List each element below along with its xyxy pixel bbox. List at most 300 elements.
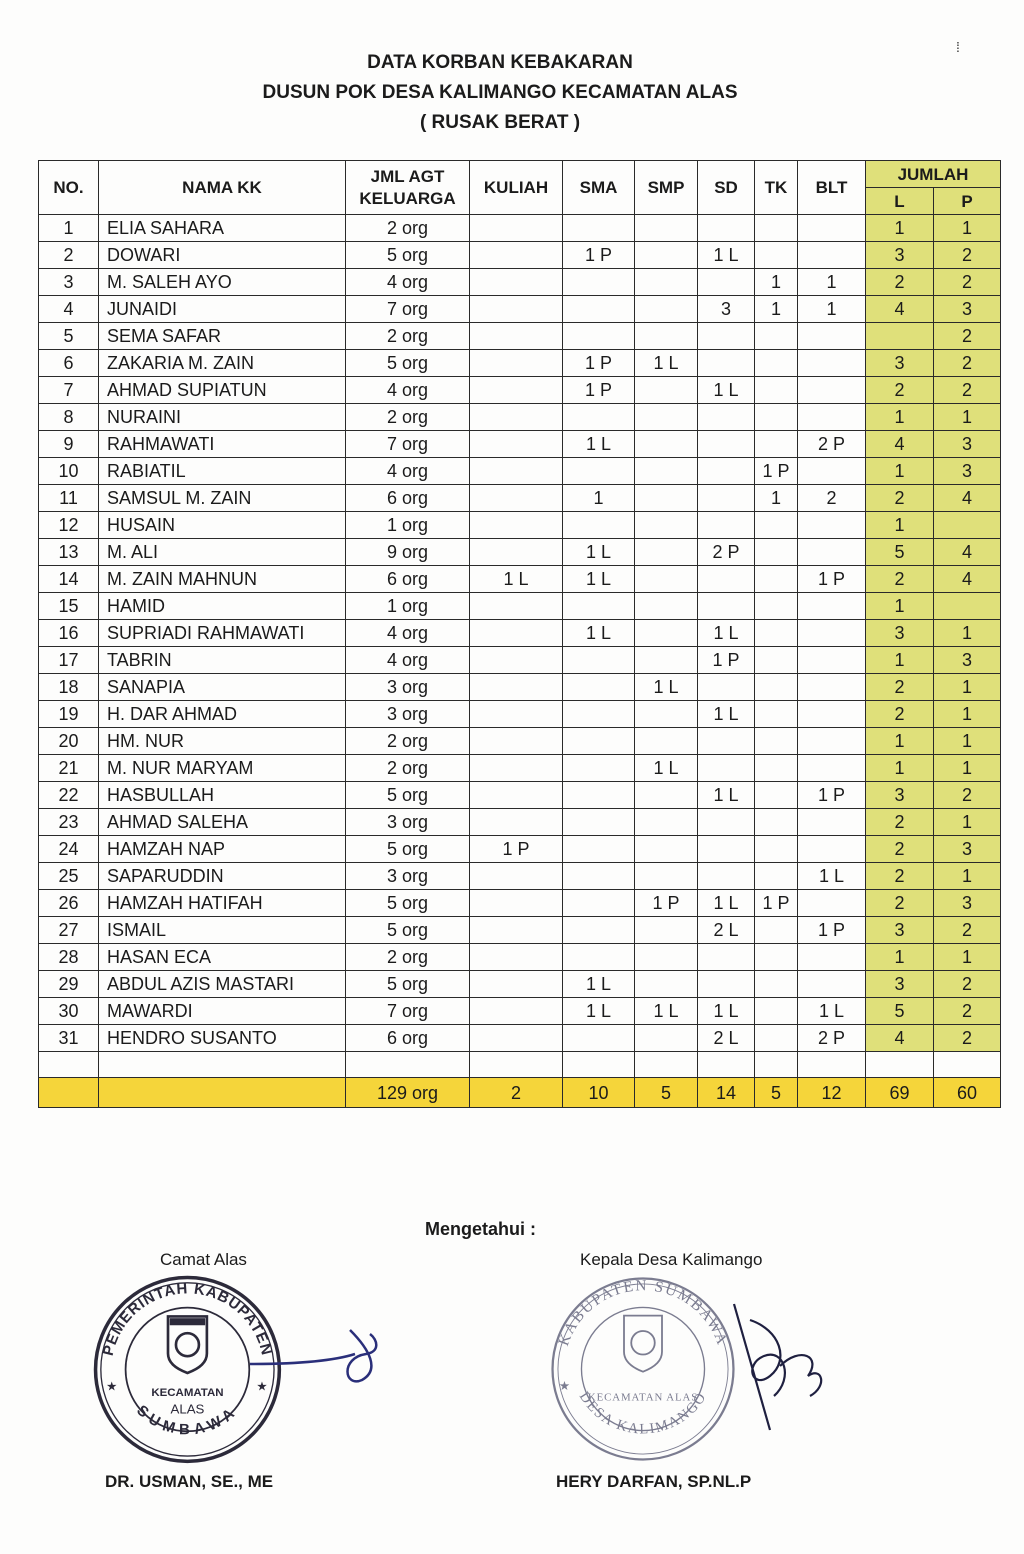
cell-nama: HAMID: [99, 593, 346, 620]
cell-tk: [755, 377, 798, 404]
cell-jml: 2 org: [346, 755, 470, 782]
cell-kuliah: [470, 512, 563, 539]
cell-smp: [635, 458, 698, 485]
cell-smp: [635, 323, 698, 350]
cell-kuliah: [470, 485, 563, 512]
cell-jml: 5 org: [346, 890, 470, 917]
cell-smp: [635, 539, 698, 566]
cell-no: 22: [39, 782, 99, 809]
kepala-desa-signature: [730, 1300, 830, 1440]
cell-nama: SUPRIADI RAHMAWATI: [99, 620, 346, 647]
cell-sd: [698, 809, 755, 836]
cell-smp: [635, 296, 698, 323]
cell-sd: [698, 350, 755, 377]
cell-blt: [798, 890, 866, 917]
camat-title: Camat Alas: [160, 1250, 247, 1269]
cell-tk: [755, 674, 798, 701]
header-l: L: [866, 188, 934, 215]
cell-p: 1: [934, 944, 1001, 971]
cell-nama: M. ALI: [99, 539, 346, 566]
cell-smp: [635, 566, 698, 593]
cell-tk: [755, 350, 798, 377]
empty-cell: [698, 1052, 755, 1078]
total-smp: 5: [635, 1078, 698, 1108]
empty-cell: [934, 1052, 1001, 1078]
cell-kuliah: [470, 863, 563, 890]
header-jml-line2: KELUARGA: [359, 188, 456, 208]
cell-sd: 1 L: [698, 620, 755, 647]
cell-smp: [635, 1025, 698, 1052]
cell-l: 3: [866, 782, 934, 809]
total-sd: 14: [698, 1078, 755, 1108]
cell-smp: 1 L: [635, 350, 698, 377]
empty-cell: [99, 1052, 346, 1078]
cell-jml: 4 org: [346, 377, 470, 404]
cell-sma: [563, 701, 635, 728]
cell-sd: [698, 512, 755, 539]
cell-sma: 1: [563, 485, 635, 512]
cell-jml: 4 org: [346, 620, 470, 647]
cell-smp: [635, 782, 698, 809]
table-row: [39, 728, 1001, 755]
cell-blt: [798, 458, 866, 485]
cell-sma: 1 L: [563, 620, 635, 647]
cell-kuliah: 1 P: [470, 836, 563, 863]
cell-blt: [798, 404, 866, 431]
cell-smp: [635, 863, 698, 890]
cell-jml: 5 org: [346, 782, 470, 809]
cell-jml: 7 org: [346, 431, 470, 458]
table-row: [39, 458, 1001, 485]
header-row: [39, 161, 1001, 188]
header-tk: TK: [755, 161, 798, 215]
empty-cell: [798, 1052, 866, 1078]
cell-nama: SEMA SAFAR: [99, 323, 346, 350]
cell-jml: 7 org: [346, 296, 470, 323]
cell-blt: [798, 215, 866, 242]
cell-no: 16: [39, 620, 99, 647]
table-row: [39, 269, 1001, 296]
cell-p: 3: [934, 296, 1001, 323]
cell-no: 20: [39, 728, 99, 755]
cell-blt: [798, 944, 866, 971]
cell-p: 1: [934, 620, 1001, 647]
cell-nama: ISMAIL: [99, 917, 346, 944]
cell-sd: 1 L: [698, 242, 755, 269]
cell-blt: [798, 755, 866, 782]
cell-p: 1: [934, 404, 1001, 431]
cell-jml: 1 org: [346, 512, 470, 539]
table-row: [39, 593, 1001, 620]
cell-nama: SAMSUL M. ZAIN: [99, 485, 346, 512]
cell-sd: 3: [698, 296, 755, 323]
cell-l: 2: [866, 836, 934, 863]
header-jumlah: JUMLAH: [866, 161, 1001, 188]
cell-sma: 1 L: [563, 998, 635, 1025]
cell-nama: AHMAD SALEHA: [99, 809, 346, 836]
kepala-desa-name: HERY DARFAN, SP.NL.P: [556, 1472, 752, 1491]
cell-no: 24: [39, 836, 99, 863]
header-no: NO.: [39, 161, 99, 215]
cell-no: 21: [39, 755, 99, 782]
cell-sma: [563, 323, 635, 350]
cell-no: 28: [39, 944, 99, 971]
cell-l: 5: [866, 998, 934, 1025]
cell-smp: [635, 647, 698, 674]
cell-blt: [798, 377, 866, 404]
cell-tk: [755, 755, 798, 782]
cell-jml: 3 org: [346, 809, 470, 836]
cell-sma: [563, 404, 635, 431]
cell-sd: [698, 728, 755, 755]
cell-l: 5: [866, 539, 934, 566]
cell-no: 14: [39, 566, 99, 593]
stamp-right-arc-top: KABUPATEN SUMBAWA: [555, 1277, 731, 1349]
cell-nama: HENDRO SUSANTO: [99, 1025, 346, 1052]
cell-no: 12: [39, 512, 99, 539]
cell-jml: 2 org: [346, 944, 470, 971]
cell-l: 2: [866, 269, 934, 296]
cell-sma: 1 L: [563, 431, 635, 458]
cell-p: 3: [934, 890, 1001, 917]
cell-no: 10: [39, 458, 99, 485]
cell-sma: 1 L: [563, 971, 635, 998]
cell-kuliah: [470, 917, 563, 944]
table-row: [39, 539, 1001, 566]
stamp-left-arc-top: PEMERINTAH KABUPATEN: [99, 1280, 276, 1358]
cell-l: 3: [866, 242, 934, 269]
cell-blt: [798, 242, 866, 269]
cell-no: 4: [39, 296, 99, 323]
cell-sma: [563, 296, 635, 323]
cell-p: 2: [934, 323, 1001, 350]
cell-smp: [635, 269, 698, 296]
victims-table: [38, 160, 1001, 1108]
cell-no: 26: [39, 890, 99, 917]
cell-blt: 1 P: [798, 566, 866, 593]
cell-jml: 9 org: [346, 539, 470, 566]
cell-kuliah: [470, 782, 563, 809]
cell-l: 2: [866, 890, 934, 917]
total-p: 60: [934, 1078, 1001, 1108]
cell-tk: [755, 323, 798, 350]
cell-sma: 1 L: [563, 539, 635, 566]
cell-tk: 1: [755, 485, 798, 512]
cell-smp: [635, 944, 698, 971]
cell-kuliah: [470, 350, 563, 377]
cell-tk: 1 P: [755, 458, 798, 485]
cell-l: 2: [866, 701, 934, 728]
cell-smp: 1 L: [635, 998, 698, 1025]
cell-kuliah: [470, 890, 563, 917]
cell-smp: [635, 377, 698, 404]
cell-smp: [635, 809, 698, 836]
cell-tk: [755, 242, 798, 269]
table-row: [39, 647, 1001, 674]
table-row: [39, 431, 1001, 458]
cell-no: 3: [39, 269, 99, 296]
cell-nama: HAMZAH HATIFAH: [99, 890, 346, 917]
cell-blt: 1: [798, 296, 866, 323]
cell-sd: 1 L: [698, 998, 755, 1025]
cell-kuliah: [470, 620, 563, 647]
cell-nama: HUSAIN: [99, 512, 346, 539]
total-sma: 10: [563, 1078, 635, 1108]
kepala-desa-title: Kepala Desa Kalimango: [580, 1250, 763, 1269]
cell-no: 27: [39, 917, 99, 944]
cell-blt: 2: [798, 485, 866, 512]
cell-tk: [755, 998, 798, 1025]
cell-tk: [755, 647, 798, 674]
cell-p: 2: [934, 377, 1001, 404]
cell-nama: HASAN ECA: [99, 944, 346, 971]
table-row: [39, 485, 1001, 512]
header-jml: [346, 161, 470, 215]
cell-blt: [798, 593, 866, 620]
cell-sd: [698, 863, 755, 890]
stamp-left-arc-bottom: SUMBAWA: [133, 1401, 242, 1439]
cell-l: 1: [866, 404, 934, 431]
cell-blt: 1 P: [798, 917, 866, 944]
cell-no: 18: [39, 674, 99, 701]
cell-blt: 1 P: [798, 782, 866, 809]
kepala-desa-stamp-seal: [548, 1274, 738, 1464]
cell-l: 2: [866, 566, 934, 593]
cell-no: 2: [39, 242, 99, 269]
cell-nama: TABRIN: [99, 647, 346, 674]
cell-blt: [798, 620, 866, 647]
cell-sma: [563, 836, 635, 863]
cell-nama: ABDUL AZIS MASTARI: [99, 971, 346, 998]
cell-l: 3: [866, 971, 934, 998]
cell-kuliah: [470, 755, 563, 782]
cell-sd: 1 L: [698, 701, 755, 728]
cell-p: 1: [934, 863, 1001, 890]
mengetahui-label: Mengetahui :: [425, 1219, 536, 1239]
cell-p: 2: [934, 269, 1001, 296]
cell-jml: 2 org: [346, 404, 470, 431]
cell-sma: [563, 215, 635, 242]
cell-no: 15: [39, 593, 99, 620]
cell-tk: [755, 404, 798, 431]
cell-p: 2: [934, 782, 1001, 809]
cell-l: 2: [866, 809, 934, 836]
cell-nama: ZAKARIA M. ZAIN: [99, 350, 346, 377]
stamp-left-kecamatan: KECAMATAN: [151, 1386, 224, 1399]
cell-l: 1: [866, 593, 934, 620]
cell-blt: [798, 512, 866, 539]
cell-jml: 3 org: [346, 701, 470, 728]
cell-nama: MAWARDI: [99, 998, 346, 1025]
cell-nama: NURAINI: [99, 404, 346, 431]
cell-sma: [563, 944, 635, 971]
cell-l: 2: [866, 485, 934, 512]
cell-sd: 2 L: [698, 1025, 755, 1052]
cell-blt: [798, 647, 866, 674]
cell-kuliah: [470, 431, 563, 458]
cell-tk: [755, 620, 798, 647]
cell-kuliah: [470, 971, 563, 998]
cell-l: 2: [866, 863, 934, 890]
table-row: [39, 620, 1001, 647]
cell-p: 2: [934, 917, 1001, 944]
scan-mark: ⁞: [956, 39, 960, 55]
cell-p: 1: [934, 755, 1001, 782]
header-p: P: [934, 188, 1001, 215]
cell-blt: [798, 350, 866, 377]
cell-sd: [698, 323, 755, 350]
cell-tk: [755, 944, 798, 971]
cell-kuliah: [470, 944, 563, 971]
cell-l: 1: [866, 512, 934, 539]
cell-blt: 1 L: [798, 863, 866, 890]
table-row: [39, 1025, 1001, 1052]
cell-kuliah: [470, 404, 563, 431]
cell-sd: [698, 755, 755, 782]
cell-sma: 1 P: [563, 377, 635, 404]
cell-jml: 1 org: [346, 593, 470, 620]
cell-nama: SAPARUDDIN: [99, 863, 346, 890]
cell-sd: [698, 404, 755, 431]
empty-cell: [563, 1052, 635, 1078]
table-row: [39, 701, 1001, 728]
title-line-2: DUSUN POK DESA KALIMANGO KECAMATAN ALAS: [262, 82, 738, 103]
cell-sma: 1 L: [563, 566, 635, 593]
cell-p: 4: [934, 485, 1001, 512]
total-tk: 5: [755, 1078, 798, 1108]
title-line-1: DATA KORBAN KEBAKARAN: [367, 52, 633, 73]
cell-smp: 1 L: [635, 755, 698, 782]
cell-jml: 6 org: [346, 485, 470, 512]
cell-blt: [798, 539, 866, 566]
cell-kuliah: [470, 269, 563, 296]
total-no: [39, 1078, 99, 1108]
emblem-banner: [170, 1318, 205, 1325]
cell-p: 2: [934, 350, 1001, 377]
cell-tk: [755, 836, 798, 863]
cell-no: 13: [39, 539, 99, 566]
cell-smp: [635, 593, 698, 620]
cell-kuliah: [470, 296, 563, 323]
cell-jml: 7 org: [346, 998, 470, 1025]
cell-kuliah: [470, 998, 563, 1025]
cell-sd: [698, 566, 755, 593]
cell-p: 3: [934, 458, 1001, 485]
cell-jml: 5 org: [346, 242, 470, 269]
cell-p: 1: [934, 674, 1001, 701]
cell-p: 3: [934, 836, 1001, 863]
cell-smp: [635, 431, 698, 458]
header-jml-line1: JML AGT: [370, 166, 445, 186]
table-row: [39, 917, 1001, 944]
cell-no: 9: [39, 431, 99, 458]
cell-no: 29: [39, 971, 99, 998]
cell-jml: 5 org: [346, 350, 470, 377]
cell-kuliah: [470, 809, 563, 836]
cell-kuliah: [470, 1025, 563, 1052]
cell-l: 2: [866, 377, 934, 404]
cell-no: 6: [39, 350, 99, 377]
cell-sma: [563, 674, 635, 701]
cell-smp: [635, 242, 698, 269]
stamp-left-alas: ALAS: [170, 1401, 205, 1417]
cell-kuliah: 1 L: [470, 566, 563, 593]
cell-p: 2: [934, 242, 1001, 269]
table-row: [39, 242, 1001, 269]
cell-tk: 1: [755, 296, 798, 323]
cell-sma: [563, 863, 635, 890]
cell-jml: 6 org: [346, 566, 470, 593]
cell-sma: [563, 1025, 635, 1052]
cell-l: 1: [866, 755, 934, 782]
stamp-star-icon: ★: [106, 1379, 118, 1394]
cell-nama: HM. NUR: [99, 728, 346, 755]
cell-sd: [698, 431, 755, 458]
cell-p: 1: [934, 809, 1001, 836]
cell-l: [866, 323, 934, 350]
cell-blt: [798, 674, 866, 701]
table-body: [39, 215, 1001, 1108]
cell-nama: AHMAD SUPIATUN: [99, 377, 346, 404]
cell-smp: 1 L: [635, 674, 698, 701]
empty-row: [39, 1052, 1001, 1078]
cell-tk: [755, 971, 798, 998]
cell-tk: [755, 863, 798, 890]
cell-nama: RABIATIL: [99, 458, 346, 485]
cell-sd: 2 P: [698, 539, 755, 566]
cell-tk: [755, 539, 798, 566]
cell-sma: 1 P: [563, 242, 635, 269]
cell-kuliah: [470, 215, 563, 242]
cell-jml: 4 org: [346, 647, 470, 674]
cell-sma: [563, 755, 635, 782]
cell-sma: [563, 809, 635, 836]
cell-sd: 1 P: [698, 647, 755, 674]
cell-blt: 1 L: [798, 998, 866, 1025]
cell-kuliah: [470, 593, 563, 620]
cell-nama: JUNAIDI: [99, 296, 346, 323]
cell-jml: 5 org: [346, 836, 470, 863]
cell-tk: [755, 782, 798, 809]
cell-tk: [755, 593, 798, 620]
table-row: [39, 809, 1001, 836]
table-row: [39, 944, 1001, 971]
cell-sma: 1 P: [563, 350, 635, 377]
cell-sd: 1 L: [698, 377, 755, 404]
cell-nama: DOWARI: [99, 242, 346, 269]
table-row: [39, 566, 1001, 593]
cell-sma: [563, 512, 635, 539]
cell-sd: [698, 971, 755, 998]
cell-tk: 1: [755, 269, 798, 296]
cell-jml: 2 org: [346, 323, 470, 350]
cell-jml: 5 org: [346, 971, 470, 998]
camat-signature: [250, 1320, 390, 1400]
cell-p: 1: [934, 728, 1001, 755]
cell-p: 1: [934, 215, 1001, 242]
cell-jml: 4 org: [346, 458, 470, 485]
empty-cell: [755, 1052, 798, 1078]
cell-jml: 4 org: [346, 269, 470, 296]
cell-l: 1: [866, 215, 934, 242]
cell-sd: 2 L: [698, 917, 755, 944]
cell-jml: 6 org: [346, 1025, 470, 1052]
cell-l: 4: [866, 431, 934, 458]
cell-jml: 5 org: [346, 917, 470, 944]
cell-nama: M. ZAIN MAHNUN: [99, 566, 346, 593]
cell-blt: 2 P: [798, 431, 866, 458]
cell-kuliah: [470, 377, 563, 404]
